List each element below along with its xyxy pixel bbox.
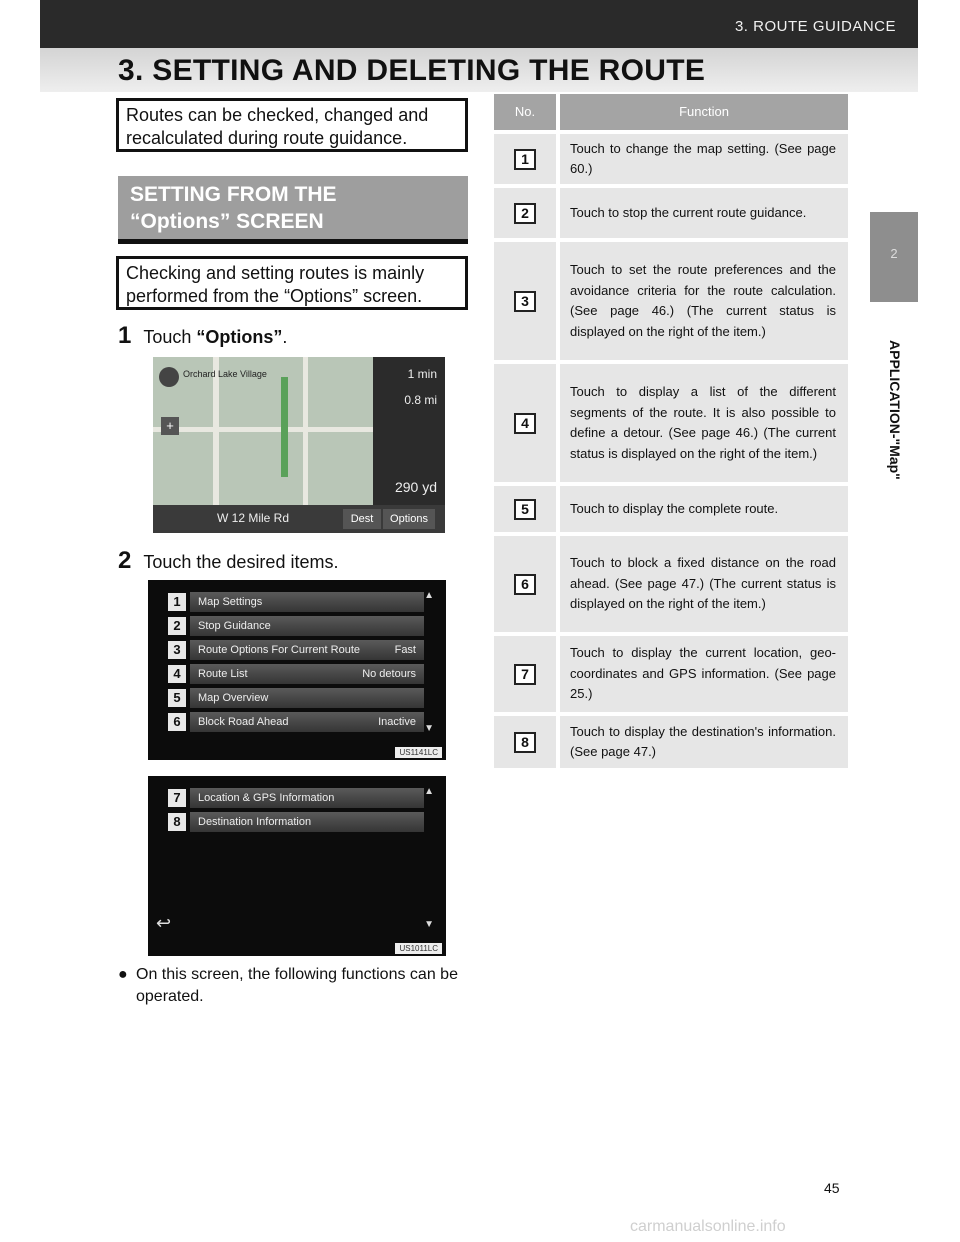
chapter-header: 3. ROUTE GUIDANCE — [734, 18, 896, 35]
item-number-badge: 8 — [514, 732, 536, 753]
option-bar — [190, 616, 424, 636]
column-header-function: Function — [560, 94, 848, 130]
step-2 — [118, 547, 338, 575]
option-value: Inactive — [378, 716, 416, 728]
eta-readout: 1 min — [407, 367, 437, 381]
chapter-side-label: APPLICATION-"Map" — [887, 340, 903, 480]
row-number-cell — [494, 134, 556, 184]
table-row — [494, 188, 848, 238]
watermark: carmanualsonline.info — [630, 1218, 786, 1235]
item-number-badge: 5 — [514, 499, 536, 520]
item-number-badge: 1 — [514, 149, 536, 170]
row-function-cell: Touch to set the route preferences and the avoidance criteria for the route calculation. (See page 46.) (The current status is displayed on the right of the item.) — [560, 242, 848, 360]
chapter-tab-number: 2 — [890, 246, 898, 261]
row-function-cell: Touch to block a fixed distance on the road ahead. (See page 47.) (The current status is displayed on the right of the item.) — [560, 536, 848, 632]
scroll-up-icon[interactable]: ▲ — [424, 786, 434, 797]
item-number-badge: 2 — [514, 203, 536, 224]
option-value: No detours — [362, 668, 416, 680]
option-value: Fast — [394, 644, 416, 656]
item-number-badge: 7 — [514, 664, 536, 685]
option-row[interactable] — [168, 812, 424, 832]
option-label: Route Options For Current Route — [198, 644, 361, 656]
route-line — [281, 377, 288, 477]
row-number-cell — [494, 242, 556, 360]
options-screen-page2 — [148, 776, 446, 956]
option-bar — [190, 592, 424, 612]
map-screen-image — [153, 357, 445, 533]
section-heading-line1: SETTING FROM THE — [130, 183, 337, 206]
step-text — [143, 327, 287, 348]
item-number-badge: 4 — [514, 413, 536, 434]
step-number: 2 — [118, 547, 132, 574]
section-heading — [118, 176, 468, 239]
map-place-label: Orchard Lake Village — [183, 369, 267, 379]
option-row[interactable] — [168, 712, 424, 732]
option-bar — [190, 640, 424, 660]
row-function-cell: Touch to stop the current route guidance. — [560, 188, 848, 238]
map-road — [153, 427, 373, 432]
row-function-cell: Touch to display the complete route. — [560, 486, 848, 532]
option-label: Route List — [198, 668, 248, 680]
image-code: US1141LC — [395, 747, 442, 758]
next-turn-distance: 290 yd — [394, 479, 437, 495]
row-function-cell: Touch to display the destination's information. (See page 47.) — [560, 716, 848, 768]
bullet-text: On this screen, the following functions can be operated. — [136, 966, 458, 1005]
page-number: 45 — [824, 1180, 840, 1196]
row-function-cell: Touch to display the current location, geo-coordinates and GPS information. (See page 25.) — [560, 636, 848, 712]
map-bottom-bar — [153, 505, 445, 533]
row-number-cell — [494, 364, 556, 482]
step-1 — [118, 322, 287, 350]
scroll-down-icon[interactable]: ▼ — [424, 723, 434, 734]
option-row[interactable] — [168, 592, 424, 612]
page-title: 3. SETTING AND DELETING THE ROUTE — [118, 54, 706, 87]
item-number-badge: 8 — [168, 813, 186, 831]
bullet-note — [118, 964, 470, 1008]
option-label: Map Overview — [198, 692, 269, 704]
bullet-icon: ● — [118, 966, 128, 983]
item-number-badge: 3 — [168, 641, 186, 659]
map-road — [303, 357, 308, 505]
row-number-cell — [494, 716, 556, 768]
options-screen-page1 — [148, 580, 446, 760]
table-row — [494, 242, 848, 360]
table-row — [494, 636, 848, 712]
step-text-suffix: . — [282, 327, 288, 347]
scroll-down-icon[interactable]: ▼ — [424, 919, 434, 930]
section-note: Checking and setting routes is mainly performed from the “Options” screen. — [116, 256, 468, 310]
street-name: W 12 Mile Rd — [217, 511, 290, 525]
item-number-badge: 6 — [168, 713, 186, 731]
option-bar — [190, 688, 424, 708]
item-number-badge: 7 — [168, 789, 186, 807]
back-icon[interactable]: ↩ — [156, 913, 172, 933]
zoom-in-icon[interactable]: + — [161, 417, 179, 435]
option-label: Stop Guidance — [198, 620, 271, 632]
row-function-cell: Touch to display a list of the different segments of the route. It is also possible to define a detour. (See page 46.) (The current status is displayed on the right of the item.) — [560, 364, 848, 482]
image-code: US1011LC — [395, 943, 442, 954]
table-row — [494, 134, 848, 184]
guidance-panel — [373, 357, 445, 505]
option-label: Location & GPS Information — [198, 792, 335, 804]
scroll-up-icon[interactable]: ▲ — [424, 590, 434, 601]
item-number-badge: 6 — [514, 574, 536, 595]
row-number-cell — [494, 486, 556, 532]
item-number-badge: 1 — [168, 593, 186, 611]
column-header-no: No. — [494, 94, 556, 130]
header-bar — [40, 0, 918, 48]
options-button[interactable]: Options — [383, 509, 435, 529]
item-number-badge: 5 — [168, 689, 186, 707]
item-number-badge: 4 — [168, 665, 186, 683]
option-row[interactable] — [168, 640, 424, 660]
section-divider — [118, 239, 468, 244]
intro-note: Routes can be checked, changed and recalculated during route guidance. — [116, 98, 468, 152]
option-bar — [190, 712, 424, 732]
option-bar — [190, 664, 424, 684]
item-number-badge: 3 — [514, 291, 536, 312]
map-view — [153, 357, 373, 505]
chapter-tab — [870, 212, 918, 302]
compass-icon[interactable] — [159, 367, 179, 387]
option-bar — [190, 788, 424, 808]
option-row[interactable] — [168, 788, 424, 808]
row-number-cell — [494, 188, 556, 238]
row-number-cell — [494, 636, 556, 712]
step-text-bold: “Options” — [196, 327, 283, 347]
step-number: 1 — [118, 322, 132, 349]
section-heading-line2: “Options” SCREEN — [130, 210, 324, 233]
table-row — [494, 536, 848, 632]
item-number-badge: 2 — [168, 617, 186, 635]
step-text: Touch the desired items. — [143, 552, 339, 572]
table-row — [494, 486, 848, 532]
table-row — [494, 716, 848, 768]
option-row[interactable] — [168, 616, 424, 636]
option-label: Block Road Ahead — [198, 716, 289, 728]
option-row[interactable] — [168, 664, 424, 684]
step-text-prefix: Touch — [143, 327, 197, 347]
row-function-cell: Touch to change the map setting. (See page 60.) — [560, 134, 848, 184]
option-bar — [190, 812, 424, 832]
dest-button[interactable]: Dest — [343, 509, 381, 529]
option-label: Destination Information — [198, 816, 312, 828]
row-number-cell — [494, 536, 556, 632]
option-row[interactable] — [168, 688, 424, 708]
table-row — [494, 364, 848, 482]
option-label: Map Settings — [198, 596, 263, 608]
distance-readout: 0.8 mi — [404, 393, 437, 407]
